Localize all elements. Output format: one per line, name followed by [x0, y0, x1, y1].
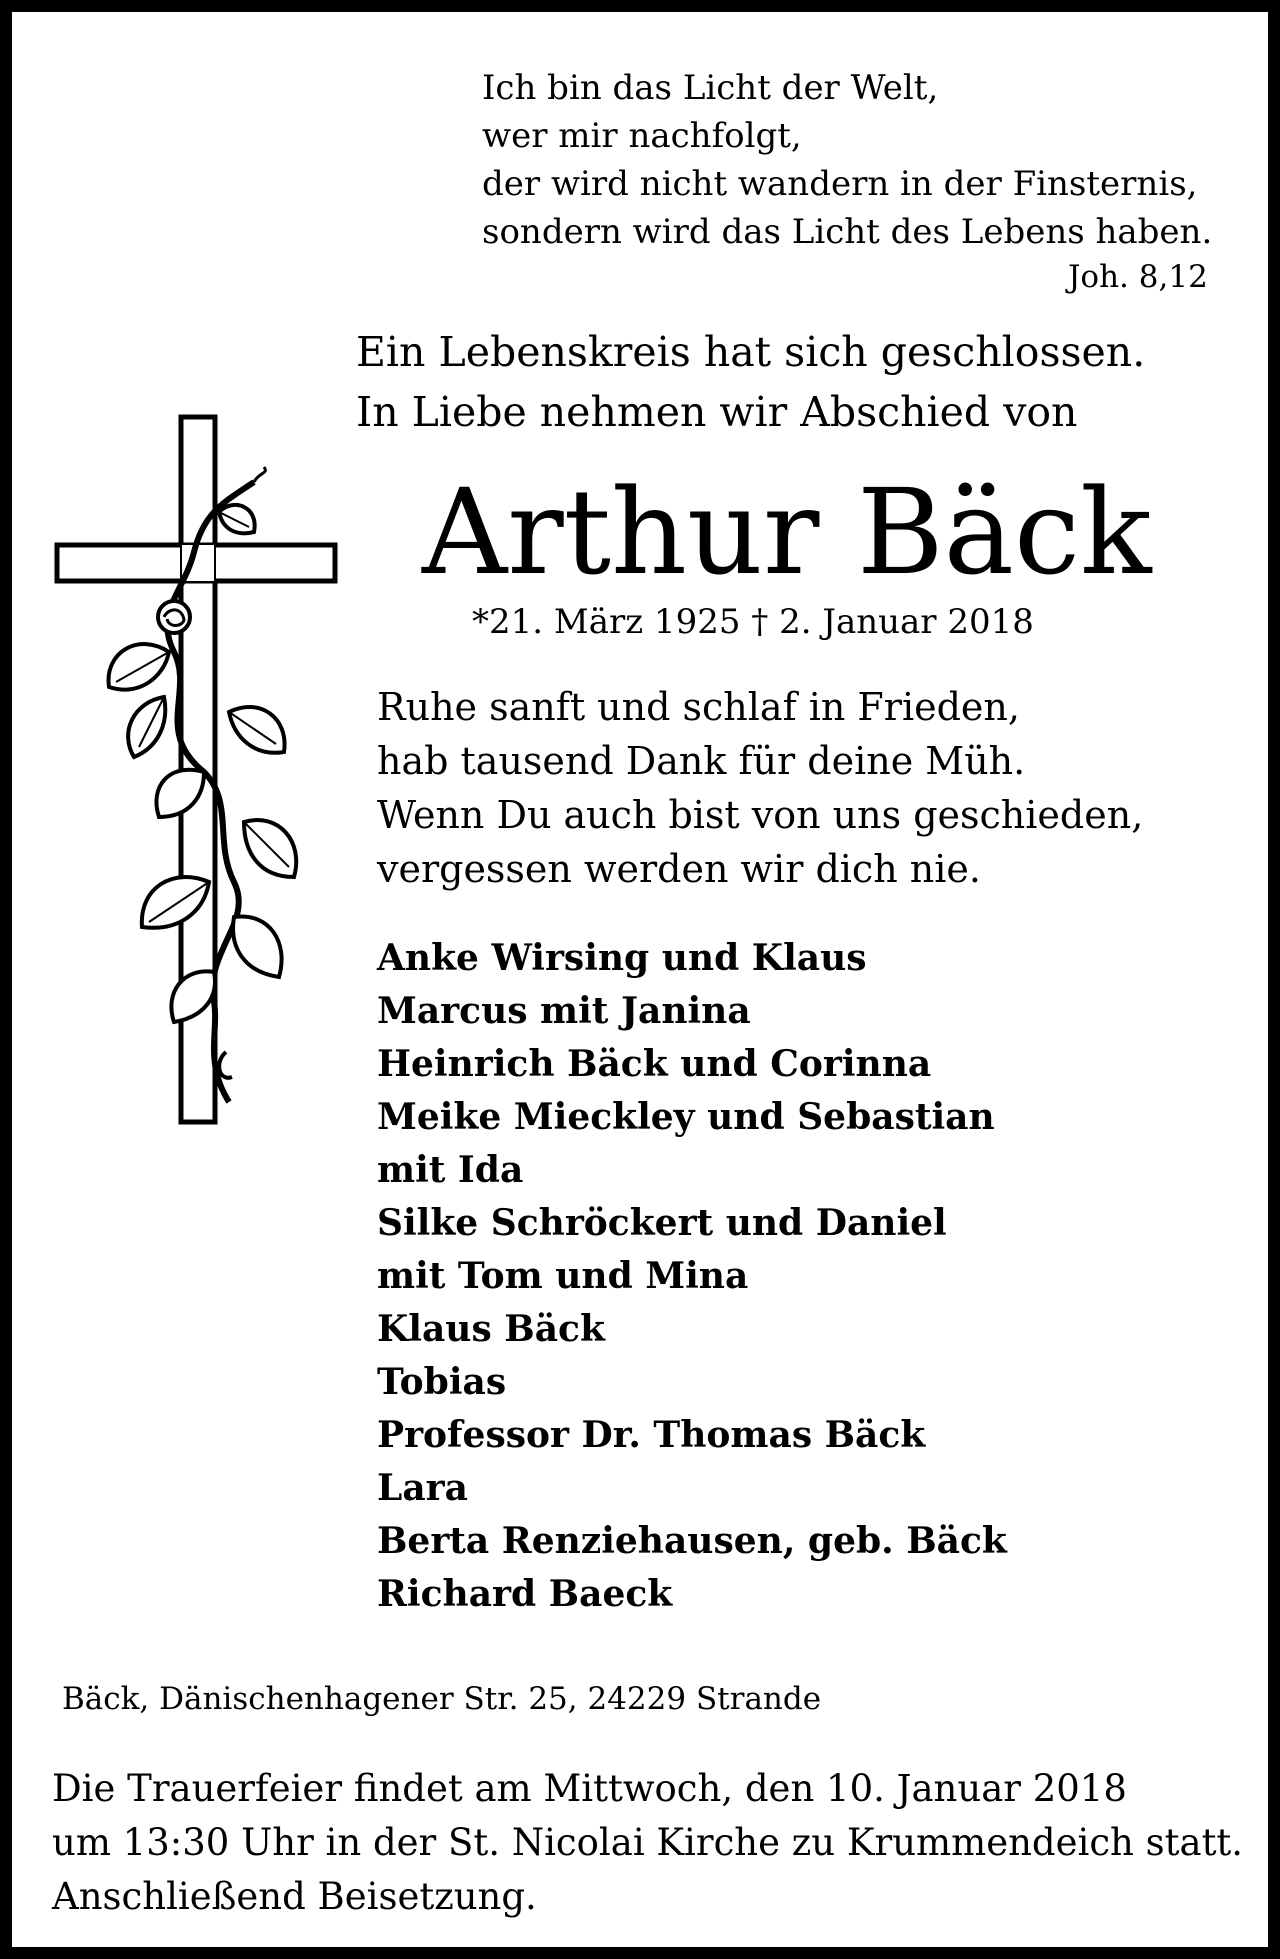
verse-line: Ich bin das Licht der Welt, [482, 68, 939, 108]
mourner-name: Tobias [377, 1361, 507, 1403]
ceremony-line: Anschließend Beisetzung. [52, 1875, 537, 1918]
poem-line: Wenn Du auch bist von uns geschieden, [377, 793, 1144, 837]
funeral-ceremony-info [52, 1762, 1243, 1924]
intro-line: Ein Lebenskreis hat sich geschlossen. [356, 328, 1146, 376]
mourner-name: mit Ida [377, 1149, 524, 1191]
verse-line: der wird nicht wandern in der Finsternis, [482, 164, 1198, 204]
memorial-poem [377, 680, 1143, 896]
mourner-name: Meike Mieckley und Sebastian [377, 1096, 995, 1138]
verse-reference: Joh. 8,12 [1068, 259, 1208, 295]
intro-line: In Liebe nehmen wir Abschied von [356, 388, 1078, 436]
mourners-list [377, 932, 1007, 1621]
mourner-name: Richard Baeck [377, 1573, 673, 1615]
cross-with-rose-vine-icon [54, 412, 339, 1127]
mourner-name: Berta Renziehausen, geb. Bäck [377, 1520, 1007, 1562]
poem-line: vergessen werden wir dich nie. [377, 847, 981, 891]
mourner-name: Heinrich Bäck und Corinna [377, 1043, 932, 1085]
mourner-name: Anke Wirsing und Klaus [377, 937, 867, 979]
verse-line: sondern wird das Licht des Lebens haben. [482, 212, 1213, 252]
mourner-name: mit Tom und Mina [377, 1255, 749, 1297]
mourner-name: Professor Dr. Thomas Bäck [377, 1414, 926, 1456]
mourner-name: Silke Schröckert und Daniel [377, 1202, 947, 1244]
bible-verse [482, 64, 1212, 256]
family-address: Bäck, Dänischenhagener Str. 25, 24229 Strande [62, 1681, 822, 1717]
mourner-name: Lara [377, 1467, 468, 1509]
verse-line: wer mir nachfolgt, [482, 116, 802, 156]
poem-line: Ruhe sanft und schlaf in Frieden, [377, 685, 1020, 729]
deceased-name: Arthur Bäck [422, 463, 1152, 601]
poem-line: hab tausend Dank für deine Müh. [377, 739, 1026, 783]
intro-text [356, 322, 1145, 442]
ceremony-line: um 13:30 Uhr in der St. Nicolai Kirche zu Krummendeich statt. [52, 1821, 1244, 1864]
mourner-name: Klaus Bäck [377, 1308, 605, 1350]
life-dates: *21. März 1925 † 2. Januar 2018 [472, 602, 1034, 642]
ceremony-line: Die Trauerfeier findet am Mittwoch, den 10. Januar 2018 [52, 1767, 1127, 1810]
mourner-name: Marcus mit Janina [377, 990, 751, 1032]
